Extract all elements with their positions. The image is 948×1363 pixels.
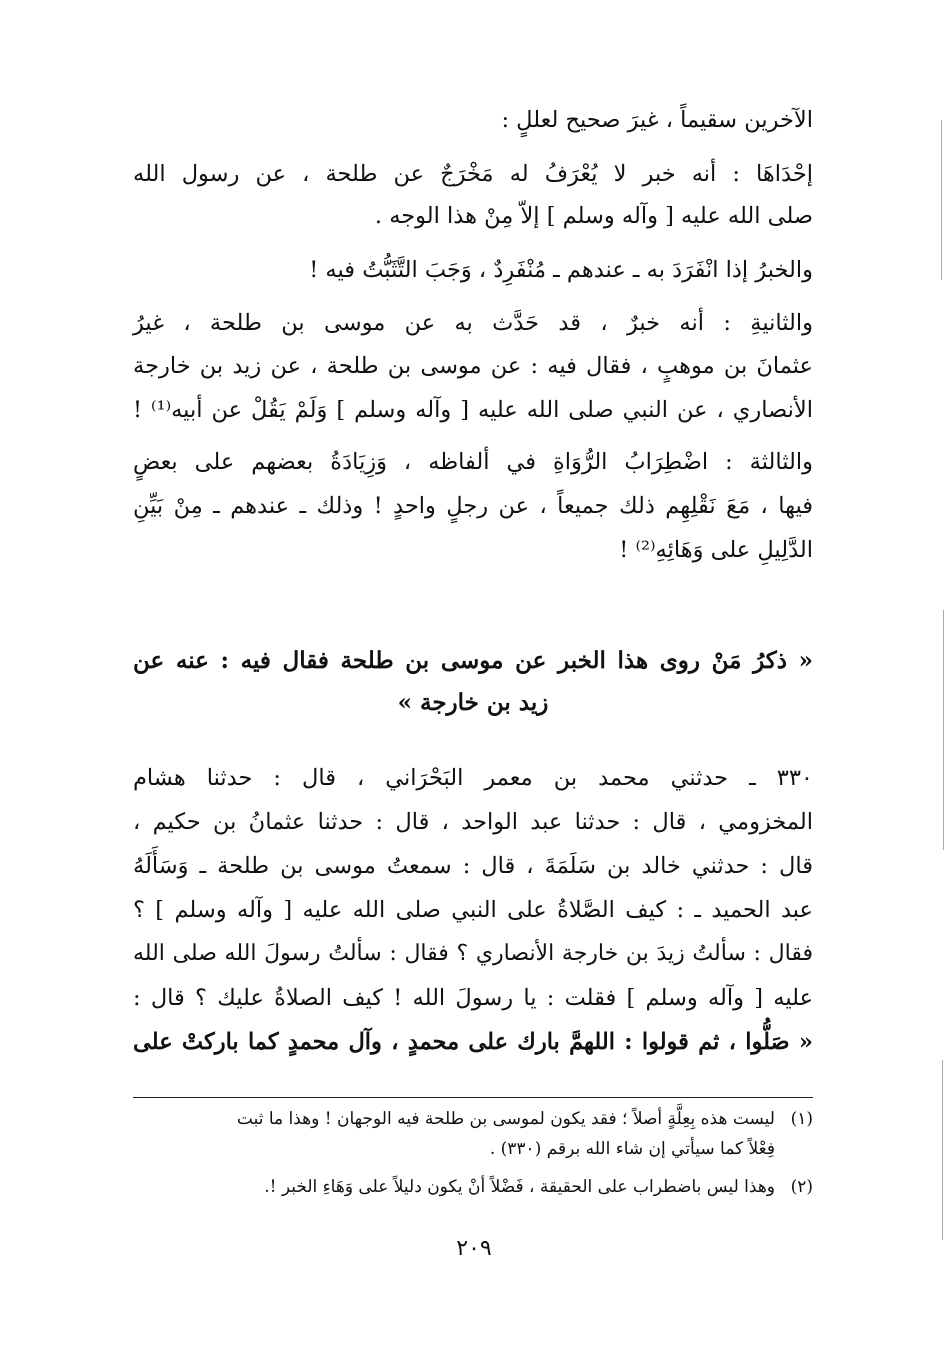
text-line-10: الدَّلِيلِ على وَهَائِهِ⁽²⁾ ! — [619, 537, 813, 563]
footnote-text: فِعْلاً كما سيأتي إن شاء الله برقم (٣٣٠) . — [489, 1139, 775, 1159]
hadith-line-7: « صَلُّوا ، ثم قولوا : اللهمَّ بارك على محمدٍ ، وآل محمدٍ كما باركتْ على — [133, 1029, 813, 1055]
footnote-text: ليست هذه بِعِلَّةٍ أصلاً ؛ فقد يكون لموسى بن طلحة فيه الوجهان ! وهذا ما ثبت — [236, 1109, 775, 1129]
hadith-line-2: المخزومي ، قال : حدثنا عبد الواحد ، قال : حدثنا عثمانُ بن حكيم ، — [133, 809, 813, 835]
footnote-number: (٢) — [790, 1177, 813, 1197]
scan-edge-mark — [942, 1060, 943, 1240]
section-heading-line-2: زيد بن خارجة » — [397, 689, 549, 716]
hadith-line-5: فقال : سألتُ زيدَ بن خارجة الأنصاري ؟ فقال : سألتُ رسولَ الله صلى الله — [133, 941, 813, 966]
scan-edge-mark — [943, 610, 944, 850]
hadith-line-4: عبد الحميد ـ : كيف الصَّلاةُ على النبي صلى الله عليه [ وآله وسلم ] ؟ — [133, 897, 813, 923]
text-line-5: والثانيةِ : أنه خبرٌ ، قد حَدَّث به عن موسى بن طلحة ، غيرُ — [133, 310, 813, 336]
hadith-line-6: عليه [ وآله وسلم ] فقلت : يا رسولَ الله ! كيف الصلاةُ عليك ؟ قال : — [133, 985, 813, 1011]
footnote-separator — [133, 1097, 813, 1098]
text-line-9: فيها ، مَعَ نَقْلِهِم ذلك جميعاً ، عن رجلٍ واحدٍ ! وذلك ـ عندهم ـ مِنْ بَيِّنِ — [133, 493, 813, 519]
footnote-1-continued — [133, 1134, 813, 1164]
footnote-2 — [133, 1172, 813, 1202]
text-line-1: الآخرين سقيماً ، غيرَ صحيح لعللٍ : — [501, 107, 813, 133]
page-number: ٢٠٩ — [456, 1236, 492, 1261]
text-line-3: صلى الله عليه [ وآله وسلم ] إلاّ مِنْ هذا الوجه . — [374, 203, 813, 229]
section-heading-line-1: « ذكرُ مَنْ روى هذا الخبر عن موسى بن طلحة فقال فيه : عنه عن — [133, 647, 813, 674]
hadith-line-3: قال : حدثني خالد بن سَلَمَةَ ، قال : سمعتُ موسى بن طلحة ـ وَسَأَلَهُ — [133, 853, 813, 879]
text-line-8: والثالثة : اضْطِرَابُ الرُّوَاةِ في ألفاظه ، وَزِيَادَةُ بعضهم على بعضٍ — [133, 449, 813, 475]
text-line-7: الأنصاري ، عن النبي صلى الله عليه [ وآله وسلم ] وَلَمْ يَقُلْ عن أبيه⁽¹⁾ ! — [133, 397, 813, 423]
footnote-number: (١) — [790, 1109, 813, 1129]
footnote-text: وهذا ليس باضطراب على الحقيقة ، فَضْلاً أنْ يكون دليلاً على وَهَاءِ الخبر !. — [264, 1177, 775, 1197]
scan-edge-mark — [941, 120, 942, 280]
text-line-4: والخبرُ إذا انْفَرَدَ به ـ عندهم ـ مُنْفَرِدٌ ، وَجَبَ التَّثَبُّتُ فيه ! — [309, 257, 813, 283]
footnote-1 — [133, 1104, 813, 1134]
text-line-2: إحْدَاهَا : أنه خبر لا يُعْرَفُ له مَخْرَجٌ عن طلحة ، عن رسول الله — [133, 161, 813, 187]
text-line-6: عثمانَ بن موهبٍ ، فقال فيه : عن موسى بن طلحة ، عن زيد بن خارجة — [133, 353, 813, 379]
hadith-line-1: ٣٣٠ ـ حدثني محمد بن معمر البَحْرَاني ، قال : حدثنا هشام — [133, 765, 813, 791]
